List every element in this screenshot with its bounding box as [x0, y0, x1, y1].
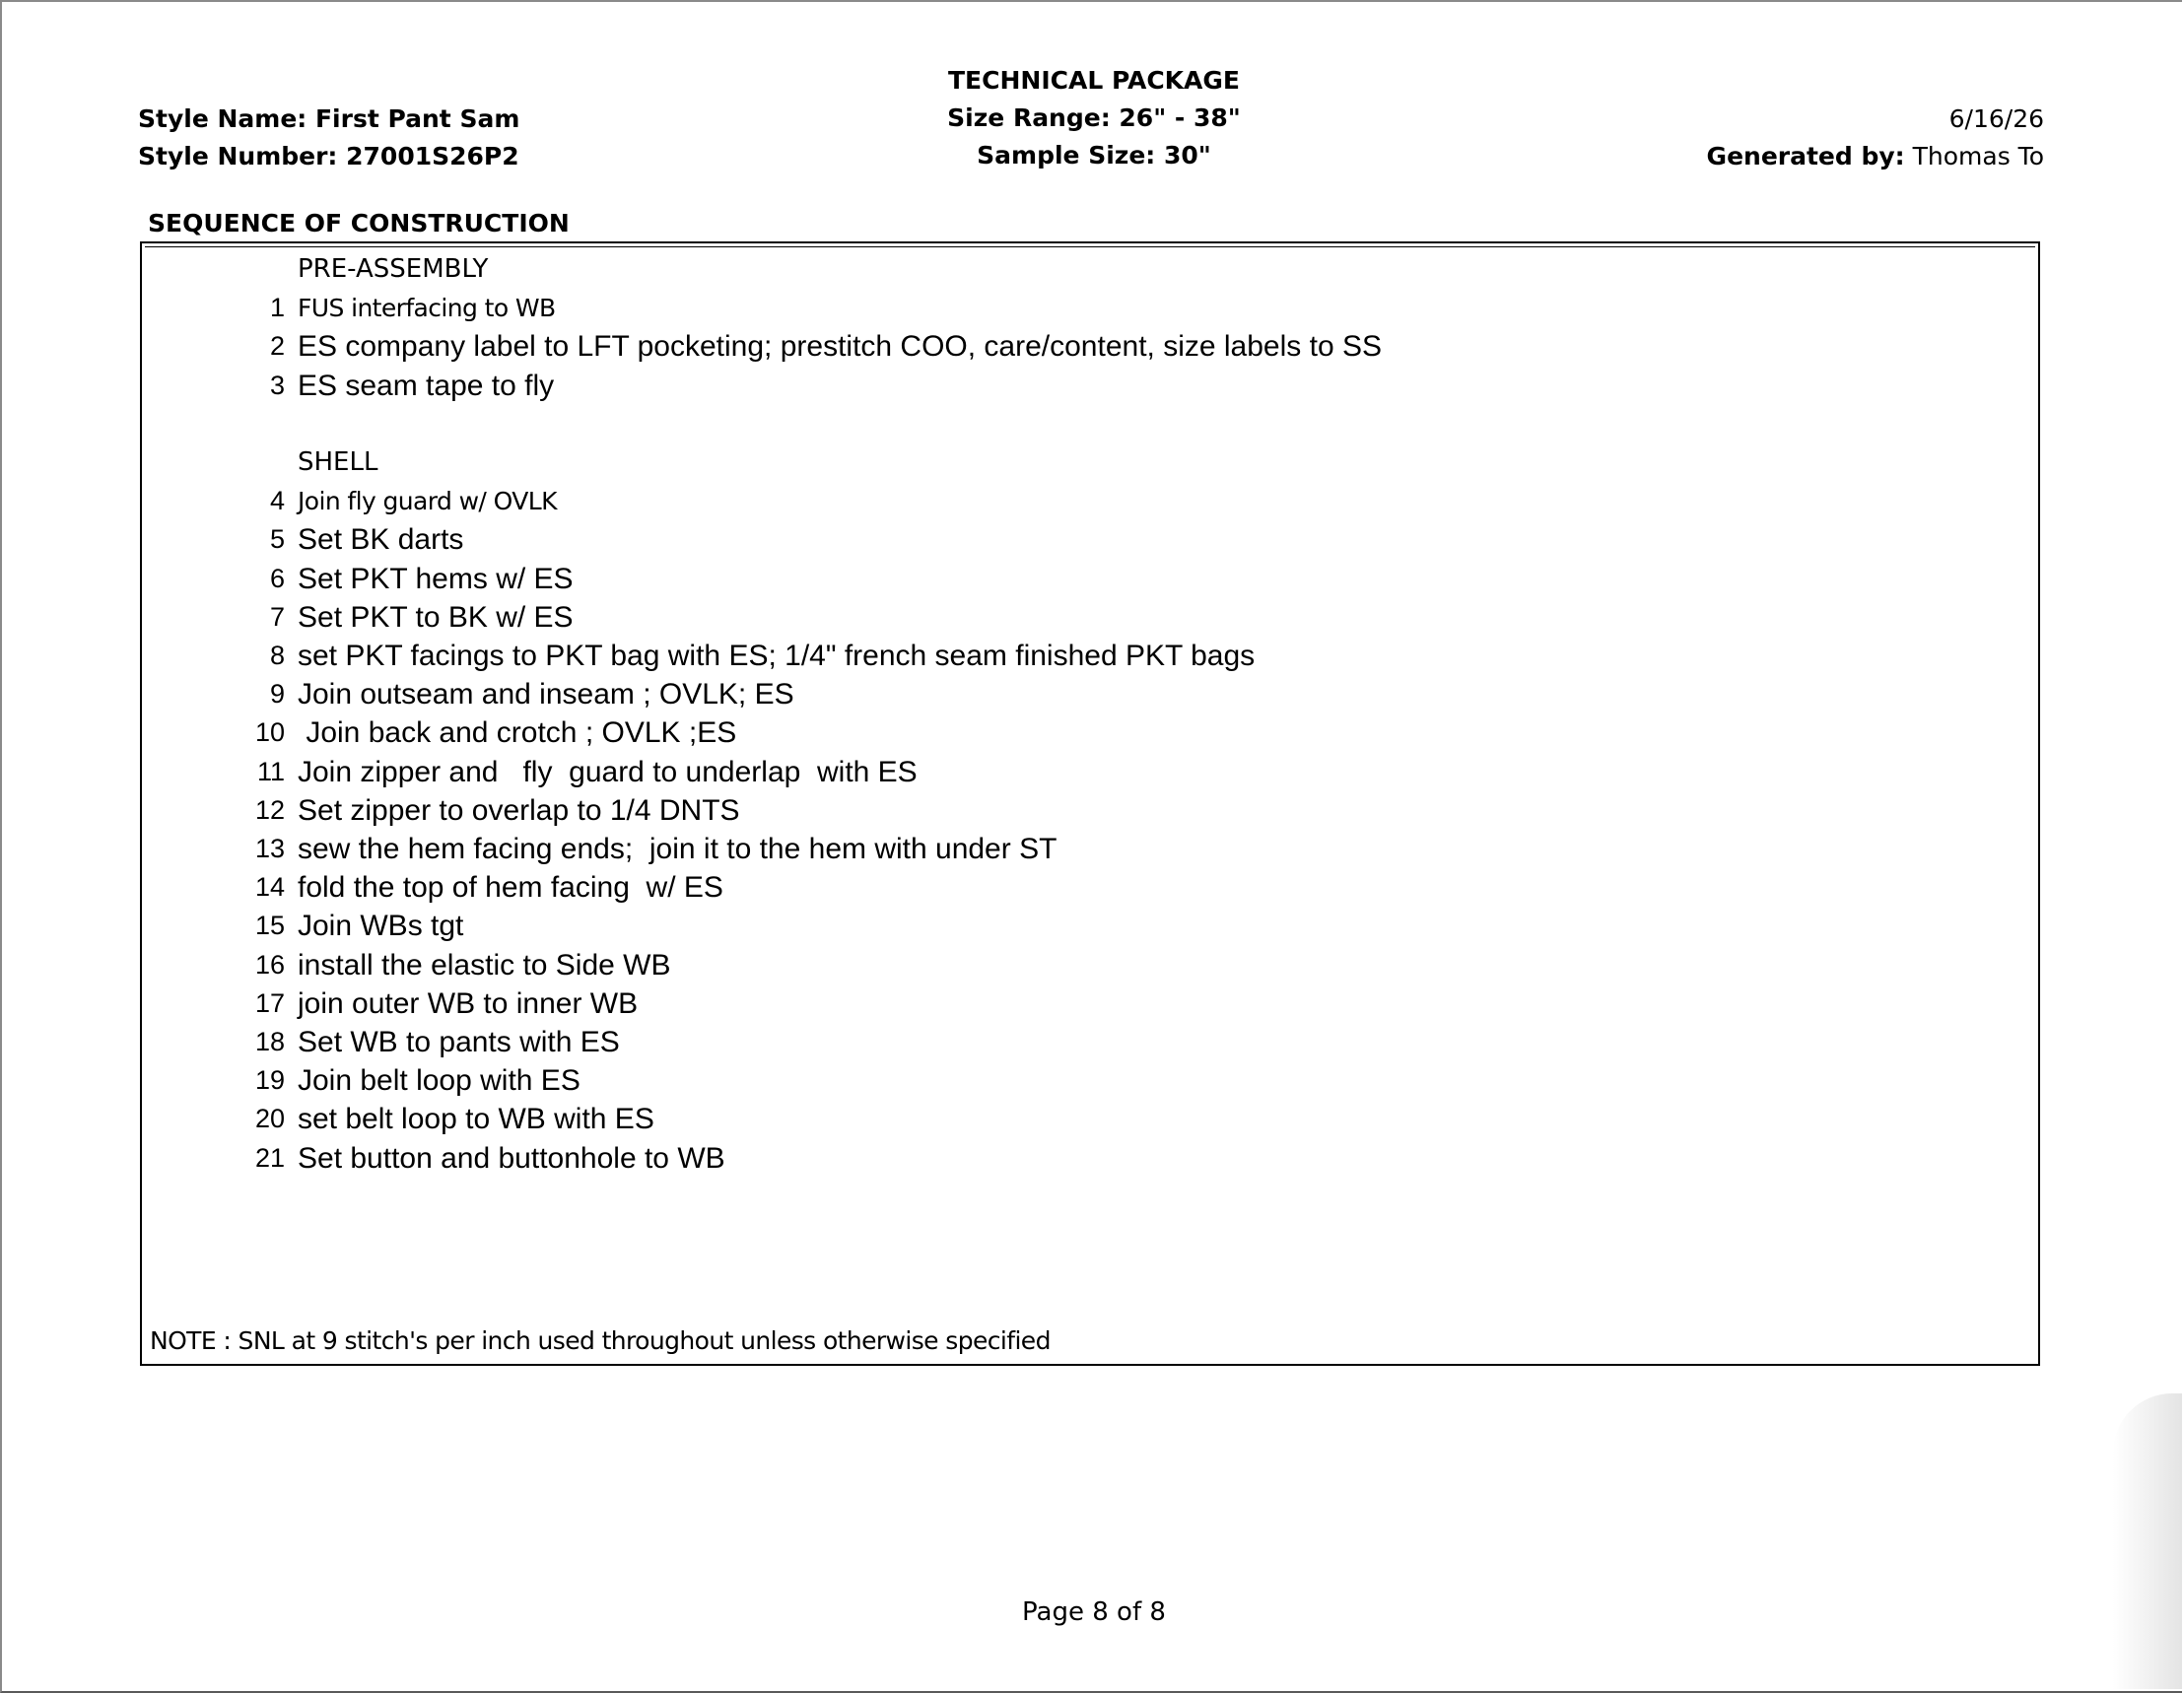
construction-step [145, 868, 2035, 907]
step-number: 13 [254, 834, 285, 863]
construction-step [145, 637, 2035, 675]
step-number: 8 [269, 641, 285, 670]
step-text: Join WBs tgt [298, 910, 464, 943]
step-text: Join belt loop with ES [298, 1064, 580, 1098]
construction-step [145, 289, 2035, 327]
construction-step [145, 753, 2035, 791]
step-text: Set zipper to overlap to 1/4 DNTS [298, 793, 740, 827]
step-text: Set WB to pants with ES [298, 1026, 620, 1058]
step-number: 1 [269, 293, 285, 323]
construction-step [145, 946, 2035, 984]
step-number: 15 [254, 911, 285, 941]
construction-step [145, 791, 2035, 830]
step-text: ES company label to LFT pocketing; prestitch COO, care/content, size labels to SS [298, 330, 1382, 364]
construction-step [145, 830, 2035, 868]
construction-step [145, 675, 2035, 713]
step-number: 10 [254, 717, 285, 748]
sample-size: Sample Size: 30" [977, 141, 1211, 169]
section-heading-row [145, 443, 2035, 482]
step-number: 6 [269, 563, 285, 593]
step-number: 9 [269, 679, 285, 710]
construction-step [145, 327, 2035, 366]
construction-step [145, 560, 2035, 598]
construction-step [145, 984, 2035, 1023]
step-text: join outer WB to inner WB [298, 986, 639, 1020]
step-text: fold the top of hem facing w/ ES [298, 871, 723, 905]
step-number: 21 [254, 1142, 285, 1173]
section-heading-row [145, 250, 2035, 289]
section-title: SEQUENCE OF CONSTRUCTION [148, 209, 570, 237]
document-header [798, 62, 1390, 174]
construction-step [145, 713, 2035, 752]
step-text: Set BK darts [298, 523, 464, 557]
section-heading: SHELL [298, 447, 378, 477]
style-number: Style Number: 27001S26P2 [138, 142, 519, 170]
construction-step [145, 1023, 2035, 1061]
step-text: Set PKT to BK w/ ES [298, 600, 574, 634]
step-number: 3 [269, 370, 285, 400]
step-text: FUS interfacing to WB [298, 294, 556, 323]
step-number: 2 [269, 331, 285, 362]
style-info [138, 101, 519, 175]
page-number: Page 8 of 8 [1022, 1597, 1166, 1627]
step-text: Join outseam and inseam ; OVLK; ES [298, 678, 794, 711]
step-number: 16 [254, 949, 285, 980]
generated-by-label: Generated by: [1706, 142, 1905, 170]
section-heading: PRE-ASSEMBLY [298, 254, 489, 284]
generated-by [1707, 138, 2044, 175]
generation-info [1707, 101, 2044, 175]
step-number: 11 [256, 756, 285, 786]
step-text: set belt loop to WB with ES [298, 1103, 654, 1136]
construction-step [145, 520, 2035, 559]
step-text: Join back and crotch ; OVLK ;ES [298, 716, 737, 750]
construction-step [145, 1139, 2035, 1178]
step-text: set PKT facings to PKT bag with ES; 1/4" french seam finished PKT bags [298, 640, 1256, 672]
step-text: Set PKT hems w/ ES [298, 562, 574, 595]
style-name: Style Name: First Pant Sam [138, 104, 520, 133]
page-curl-shadow [2113, 1393, 2182, 1689]
step-text: ES seam tape to fly [298, 369, 555, 402]
construction-sequence-box [140, 241, 2040, 1366]
construction-step [145, 1100, 2035, 1138]
step-number: 4 [269, 486, 285, 516]
step-number: 20 [254, 1104, 285, 1134]
step-number: 12 [254, 794, 285, 825]
construction-step [145, 367, 2035, 405]
document-date: 6/16/26 [1948, 104, 2044, 133]
construction-step [145, 598, 2035, 637]
step-number: 17 [254, 987, 285, 1018]
construction-note: NOTE : SNL at 9 stitch's per inch used throughout unless otherwise specified [150, 1326, 1051, 1355]
step-text: Join fly guard w/ OVLK [298, 487, 557, 516]
step-number: 5 [269, 524, 285, 555]
construction-step [145, 907, 2035, 945]
step-text: Join zipper and fly guard to underlap with ES [298, 755, 918, 788]
step-number: 7 [269, 601, 285, 632]
size-range: Size Range: 26" - 38" [947, 103, 1241, 132]
generated-by-name: Thomas To [1904, 142, 2044, 170]
step-number: 19 [254, 1065, 285, 1096]
document-title: TECHNICAL PACKAGE [948, 66, 1240, 95]
step-number: 14 [254, 872, 285, 903]
blank-row [145, 405, 2035, 443]
construction-step [145, 1061, 2035, 1100]
step-text: install the elastic to Side WB [298, 948, 671, 982]
construction-step [145, 482, 2035, 520]
step-text: sew the hem facing ends; join it to the hem with under ST [298, 833, 1058, 865]
construction-sequence-list [145, 246, 2035, 1361]
step-number: 18 [254, 1027, 285, 1056]
step-text: Set button and buttonhole to WB [298, 1141, 725, 1175]
